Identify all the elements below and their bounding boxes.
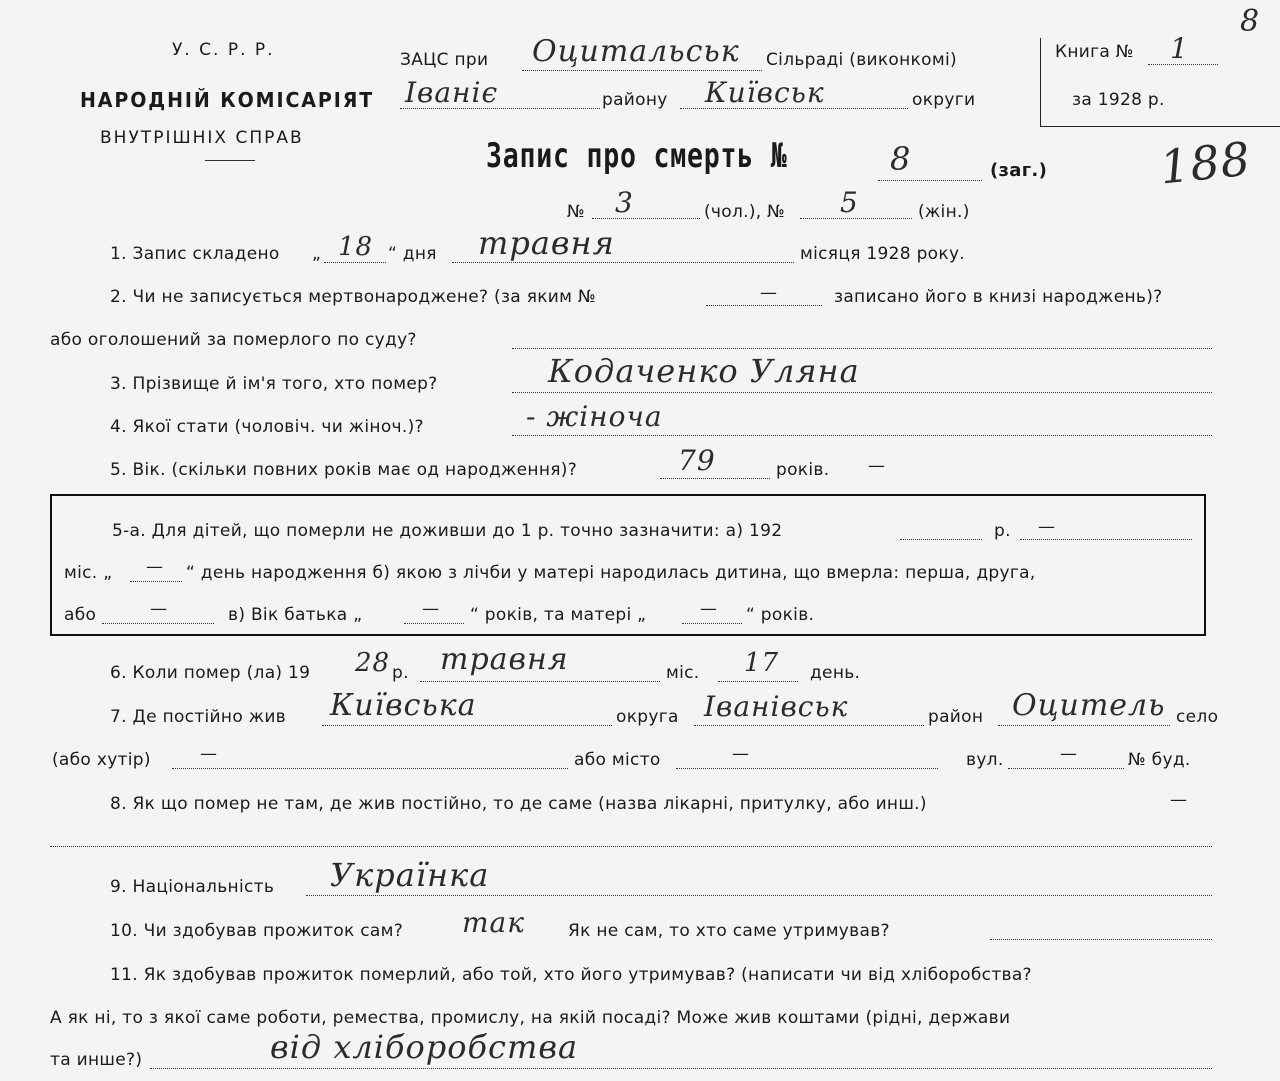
side-number: 188	[1157, 131, 1254, 195]
field-5-line	[660, 478, 770, 479]
field-7b-line2	[676, 768, 938, 769]
total-label: (заг.)	[990, 160, 1048, 181]
book-label: Книга №	[1055, 42, 1134, 62]
field-9-value: Українка	[330, 856, 490, 894]
field-5a-line3-dash2: —	[422, 599, 440, 619]
field-7b-dash1: —	[200, 744, 218, 764]
field-6-day: 17	[744, 648, 780, 678]
okrug-value: Київськ	[705, 76, 825, 109]
okrug-line	[680, 108, 908, 109]
field-8-line	[50, 846, 1212, 847]
field-7-okrug-line	[322, 725, 612, 726]
zacs-label: ЗАЦС при	[400, 50, 489, 70]
field-2-line	[706, 305, 822, 306]
male-count-line	[592, 218, 700, 219]
field-9-line	[306, 895, 1212, 896]
field-7-rayon: район	[928, 707, 984, 727]
female-label: (жін.)	[918, 202, 970, 222]
female-count-line	[800, 218, 912, 219]
district-label: району	[602, 90, 668, 110]
field-6-day-line	[718, 681, 798, 682]
field-7-selo-line	[998, 725, 1170, 726]
field-6-month-line	[420, 681, 660, 682]
field-5-dash: —	[868, 456, 886, 476]
year-label: за 1928 р.	[1072, 90, 1165, 110]
male-count-value: 3	[615, 186, 634, 219]
field-5-label: 5. Вік. (скільки повних років має од народження)?	[110, 460, 578, 480]
district-line	[400, 108, 600, 109]
field-2b-line	[512, 348, 1212, 349]
record-title: Запис про смерть №	[486, 136, 788, 176]
field-4-line	[512, 435, 1212, 436]
field-6-r: р.	[392, 663, 409, 683]
field-6-mis: міс.	[666, 663, 700, 683]
commissariat-header: НАРОДНІЙ КОМІСАРІЯТ	[80, 88, 375, 112]
field-8-label: 8. Як що помер не там, де жив постійно, то де саме (назва лікарні, притулку, або инш.)	[110, 794, 927, 814]
field-7b-misto: або місто	[574, 750, 661, 770]
district-value: Іваніє	[405, 76, 499, 109]
field-3-value: Кодаченко Уляна	[548, 352, 860, 390]
field-5a-line3-dash3: —	[700, 599, 718, 619]
field-3-line	[512, 392, 1212, 393]
field-1-label: 1. Запис складено	[110, 244, 280, 264]
field-11-line	[150, 1068, 1212, 1069]
field-5a-line3-blank2	[404, 623, 464, 624]
field-7b-vul: вул.	[966, 750, 1004, 770]
okrug-label: округи	[912, 90, 976, 110]
field-2-tail: записано його в книзі народжень)?	[834, 287, 1163, 307]
field-5a-line1-r: р.	[994, 521, 1011, 541]
field-7-okrug-value: Київська	[330, 688, 477, 723]
field-1-month: травня	[478, 224, 615, 262]
field-1-mid: “ дня	[388, 244, 437, 264]
field-5a-line2-a: міс. „	[64, 563, 113, 583]
record-number-value: 8	[890, 140, 912, 178]
field-7-selo-value: Оцитель	[1012, 688, 1166, 723]
field-7-label: 7. Де постійно жив	[110, 707, 287, 727]
field-6-month: травня	[440, 642, 569, 677]
header-underline	[205, 160, 255, 161]
field-7-rayon-value: Іванівськ	[704, 690, 849, 723]
male-label: (чол.), №	[704, 202, 786, 222]
field-6-tail: день.	[810, 663, 861, 683]
field-2-value: —	[760, 283, 778, 303]
field-1-month-line	[452, 262, 794, 263]
field-5a-line3-c: “ років, та матері „	[470, 605, 647, 625]
republic-header: У. С. Р. Р.	[172, 40, 275, 60]
field-6-year: 28	[355, 648, 391, 678]
field-11-line3: та инше?)	[50, 1050, 143, 1070]
field-5a-line2-blank	[130, 581, 182, 582]
field-2-label: 2. Чи не записується мертвонароджене? (за яким №	[110, 287, 596, 307]
field-7b-dash2: —	[732, 744, 750, 764]
field-5-value: 79	[678, 444, 716, 477]
field-3-label: 3. Прізвище й ім'я того, хто помер?	[110, 374, 438, 394]
field-5a-line3-dash: —	[150, 599, 168, 619]
field-8-dash: —	[1170, 790, 1188, 810]
field-5a-line1-dash: —	[1038, 517, 1056, 537]
field-7b-label: (або хутір)	[52, 750, 151, 770]
book-line	[1148, 64, 1218, 65]
field-1-day-line	[324, 262, 386, 263]
field-9-label: 9. Національність	[110, 877, 275, 897]
field-5a-line3-d: “ років.	[746, 605, 815, 625]
field-7b-bud: № буд.	[1128, 750, 1191, 770]
field-11-value: від хліборобства	[270, 1028, 579, 1066]
field-10-label: 10. Чи здобував прожиток сам?	[110, 921, 404, 941]
village-line	[522, 70, 762, 71]
field-2b-label: або оголошений за померлого по суду?	[50, 330, 417, 350]
record-number-line	[878, 180, 982, 181]
field-7-selo: село	[1176, 707, 1219, 727]
corner-number: 8	[1240, 4, 1261, 39]
department-header: ВНУТРІШНІХ СПРАВ	[100, 128, 304, 148]
field-5a-line2-b: “ день народження б) якою з лічби у матері народилась дитина, що вмерла: перша, друга,	[186, 563, 1036, 583]
field-5a-line1: 5-а. Для дітей, що померли не доживши до 1 р. точно зазначити: а) 192	[112, 521, 783, 541]
field-11-line2: А як ні, то з якої саме роботи, ремества, промислу, на якій посаді? Може жив коштами (рідні, держави	[50, 1008, 1011, 1028]
village-council-label: Сільраді (виконкомі)	[766, 50, 957, 70]
field-1-tail: місяця 1928 року.	[800, 244, 966, 264]
field-7b-line3	[1008, 768, 1124, 769]
field-1-day: 18	[338, 232, 374, 262]
field-5a-line3-blank3	[682, 623, 742, 624]
male-num-sign: №	[567, 202, 585, 222]
field-10-line	[990, 939, 1212, 940]
female-count-value: 5	[840, 186, 859, 219]
field-5a-line1-blank	[900, 539, 982, 540]
field-5a-line3-a: або	[64, 605, 97, 625]
field-5a-line3-blank	[102, 623, 214, 624]
field-5a-line3-b: в) Вік батька „	[228, 605, 363, 625]
book-value: 1	[1170, 32, 1189, 65]
field-11-line1: 11. Як здобував прожиток померлий, або той, хто його утримував? (написати чи від хліборобства?	[110, 965, 1032, 985]
field-5a-line1-blank2	[1020, 539, 1192, 540]
field-7-okrug: округа	[616, 707, 679, 727]
field-10-tail: Як не сам, то хто саме утримував?	[568, 921, 890, 941]
village-value: Оцитальськ	[532, 34, 740, 69]
field-7-rayon-line	[694, 725, 924, 726]
field-6-label: 6. Коли помер (ла) 19	[110, 663, 311, 683]
field-7b-dash3: —	[1060, 744, 1078, 764]
field-1-open-quote: „	[312, 244, 322, 264]
field-5a-line2-dash: —	[146, 557, 164, 577]
field-5-tail: років.	[776, 460, 830, 480]
field-4-label: 4. Якої стати (чоловіч. чи жіноч.)?	[110, 417, 424, 437]
field-10-value: так	[462, 906, 525, 939]
field-7b-line1	[172, 768, 568, 769]
field-4-value: - жіноча	[526, 400, 663, 433]
